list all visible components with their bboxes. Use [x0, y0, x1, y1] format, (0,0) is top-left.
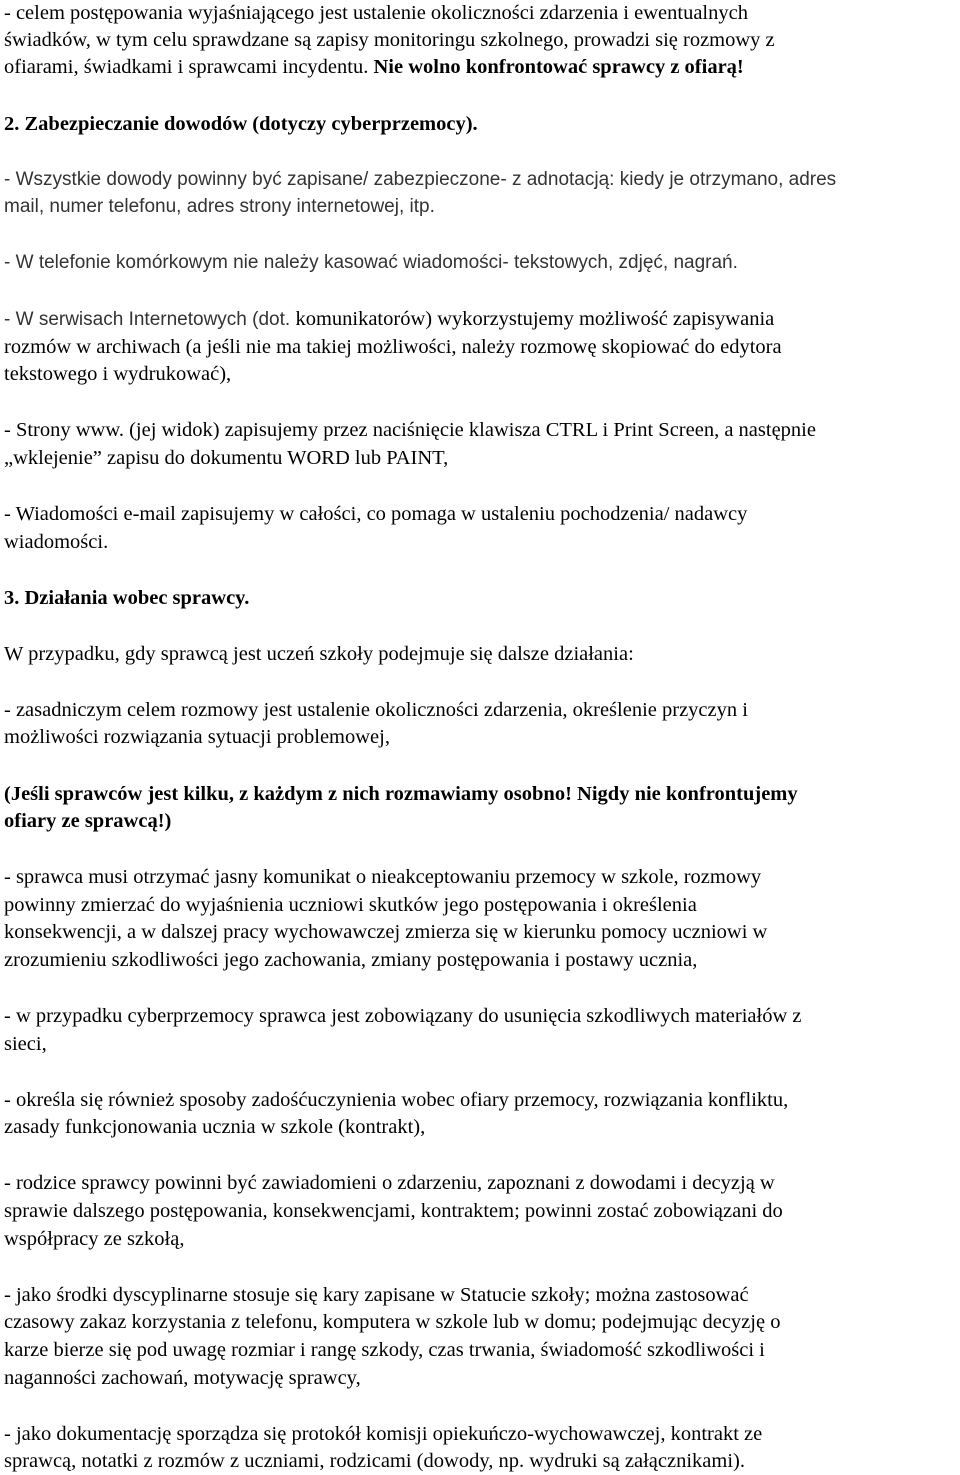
paragraph-email-line-2: wiadomości. — [4, 531, 109, 553]
paragraph-internet-text-sans: - W serwisach Internetowych (dot. — [4, 309, 296, 330]
paragraph-parents-line-1: - rodzice sprawcy powinni być zawiadomieni o zdarzeniu, zapoznani z dowodami i decyzją w — [4, 1172, 775, 1194]
paragraph-message-line-4: zrozumieniu szkodliwości jego zachowania, zmiany postępowania i postawy ucznia, — [4, 949, 698, 971]
paragraph-documentation-line-2: sprawcą, notatki z rozmów z uczniami, rodzicami (dowody, np. wydruki są załącznikami). — [4, 1450, 745, 1472]
paragraph-evidence-line-1: - Wszystkie dowody powinny być zapisane/ zabezpieczone- z adnotacją: kiedy je otrzymano, adres — [4, 169, 837, 190]
paragraph-investigation-line-2: świadków, w tym celu sprawdzane są zapisy monitoringu szkolnego, prowadzi się rozmowy z — [4, 29, 775, 51]
paragraph-investigation-line-1: - celem postępowania wyjaśniającego jest ustalenie okoliczności zdarzenia i ewentualnych — [4, 2, 748, 24]
paragraph-internet-line-2: rozmów w archiwach (a jeśli nie ma takiej możliwości, należy rozmowę skopiować do edytora — [4, 336, 782, 358]
paragraph-message-line-3: konsekwencji, a w dalszej pracy wychowawczej zmierza się w kierunku pomocy uczniowi w — [4, 921, 768, 943]
paragraph-cyber-line-1: - w przypadku cyberprzemocy sprawca jest zobowiązany do usunięcia szkodliwych materiałów z — [4, 1005, 802, 1027]
paragraph-parents-line-3: współpracy ze szkołą, — [4, 1228, 185, 1250]
paragraph-internet-line-3: tekstowego i wydrukować), — [4, 363, 232, 385]
paragraph-separate-talks-line-2: ofiary ze sprawcą!) — [4, 810, 172, 832]
paragraph-redress-line-2: zasady funkcjonowania ucznia w szkole (kontrakt), — [4, 1116, 426, 1138]
paragraph-evidence-line-2: mail, numer telefonu, adres strony internetowej, itp. — [4, 196, 435, 217]
paragraph-conversation-line-1: - zasadniczym celem rozmowy jest ustalenie okoliczności zdarzenia, określenie przyczyn i — [4, 699, 748, 721]
paragraph-email-line-1: - Wiadomości e-mail zapisujemy w całości, co pomaga w ustaleniu pochodzenia/ nadawcy — [4, 503, 748, 525]
paragraph-investigation-line-3 — [4, 54, 744, 81]
paragraph-documentation-line-1: - jako dokumentację sporządza się protokół komisji opiekuńczo-wychowawczej, kontrakt ze — [4, 1423, 763, 1445]
paragraph-message-line-1: - sprawca musi otrzymać jasny komunikat o nieakceptowaniu przemocy w szkole, rozmowy — [4, 866, 762, 888]
paragraph-phone: - W telefonie komórkowym nie należy kasować wiadomości- tekstowych, zdjęć, nagrań. — [4, 252, 738, 273]
paragraph-discipline-line-4: naganności zachowań, motywację sprawcy, — [4, 1367, 361, 1389]
paragraph-cyber-line-2: sieci, — [4, 1033, 47, 1055]
paragraph-investigation-text: ofiarami, świadkami i sprawcami incydentu. — [4, 56, 374, 78]
warning-no-confrontation: Nie wolno konfrontować sprawcy z ofiarą! — [373, 56, 744, 78]
paragraph-www-line-2: „wklejenie” zapisu do dokumentu WORD lub PAINT, — [4, 447, 449, 469]
paragraph-discipline-line-1: - jako środki dyscyplinarne stosuje się kary zapisane w Statucie szkoły; można zastosować — [4, 1284, 749, 1306]
paragraph-separate-talks-line-1: (Jeśli sprawców jest kilku, z każdym z nich rozmawiamy osobno! Nigdy nie konfrontujemy — [4, 783, 798, 805]
paragraph-discipline-line-2: czasowy zakaz korzystania z telefonu, komputera w szkole lub w domu; podejmując decyzję o — [4, 1311, 781, 1333]
paragraph-redress-line-1: - określa się również sposoby zadośćuczynienia wobec ofiary przemocy, rozwiązania konfliktu, — [4, 1089, 789, 1111]
paragraph-conversation-line-2: możliwości rozwiązania sytuacji problemowej, — [4, 726, 390, 748]
paragraph-parents-line-2: sprawie dalszego postępowania, konsekwencjami, kontraktem; powinni zostać zobowiązani do — [4, 1200, 783, 1222]
paragraph-internet-text-serif: komunikatorów) wykorzystujemy możliwość zapisywania — [295, 308, 775, 330]
paragraph-message-line-2: powinny zmierzać do wyjaśnienia uczniowi skutków jego postępowania i określenia — [4, 894, 697, 916]
paragraph-internet-line-1 — [4, 306, 774, 333]
section-heading-2: 2. Zabezpieczanie dowodów (dotyczy cyberprzemocy). — [4, 113, 478, 135]
paragraph-discipline-line-3: karze bierze się pod uwagę rozmiar i rangę szkody, czas trwania, świadomość szkodliwości i — [4, 1339, 765, 1361]
paragraph-www-line-1: - Strony www. (jej widok) zapisujemy przez naciśnięcie klawisza CTRL i Print Screen, a następnie — [4, 419, 816, 441]
section-heading-3: 3. Działania wobec sprawcy. — [4, 587, 250, 609]
paragraph-intro-actions: W przypadku, gdy sprawcą jest uczeń szkoły podejmuje się dalsze działania: — [4, 643, 634, 665]
